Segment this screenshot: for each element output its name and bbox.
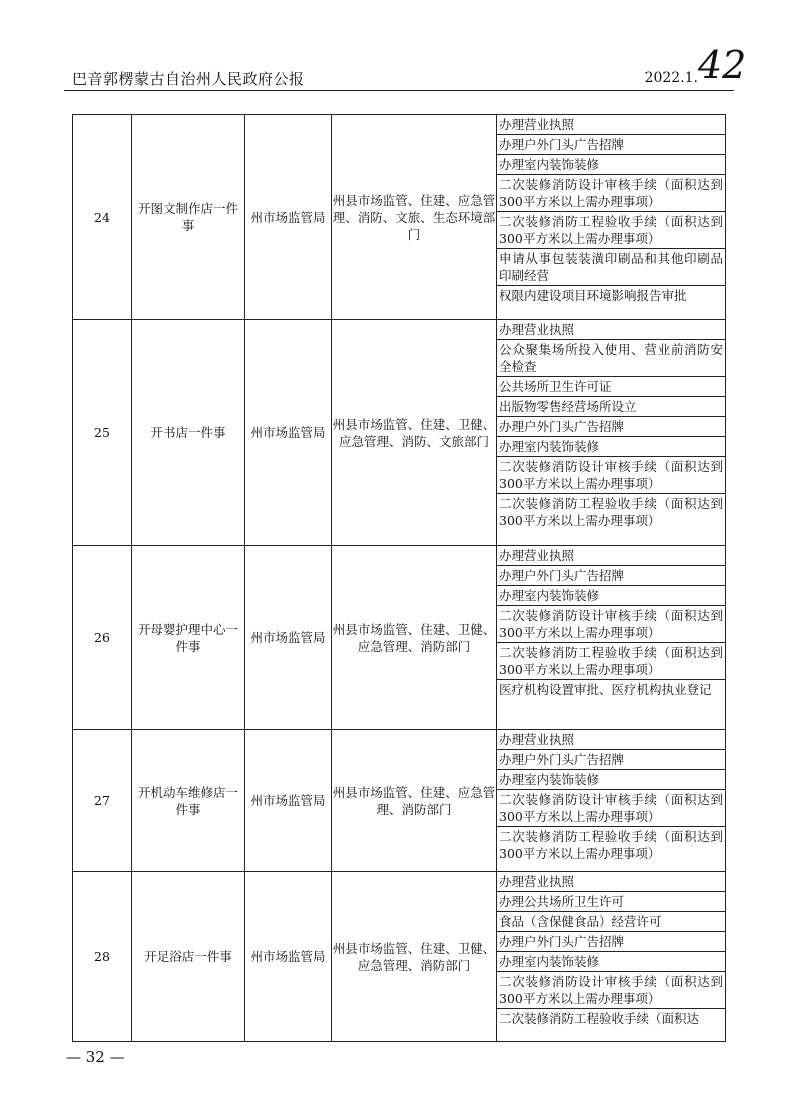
matter-name: 开图文制作店一件事 (132, 115, 245, 320)
service-item: 二次装修消防设计审核手续（面积达到300平方米以上需办理事项） (497, 457, 725, 494)
service-item: 二次装修消防设计审核手续（面积达到300平方米以上需办理事项） (497, 972, 725, 1009)
service-item: 食品（含保健食品）经营许可 (497, 912, 725, 932)
service-item: 公众聚集场所投入使用、营业前消防安全检查 (497, 340, 725, 377)
issue-number: 42 (698, 43, 747, 87)
service-item: 申请从事包装装潢印刷品和其他印刷品印刷经营 (497, 249, 725, 286)
cooperating-departments: 州县市场监管、住建、卫健、应急管理、消防、文旅部门 (332, 320, 497, 546)
service-item: 办理室内装饰装修 (497, 437, 725, 457)
journal-title: 巴音郭楞蒙古自治州人民政府公报 (72, 70, 305, 88)
service-item: 办理室内装饰装修 (497, 770, 725, 790)
service-item: 办理室内装饰装修 (497, 155, 725, 175)
row-number: 24 (73, 115, 132, 320)
service-item: 二次装修消防设计审核手续（面积达到300平方米以上需办理事项） (497, 175, 725, 212)
service-item: 办理室内装饰装修 (497, 586, 725, 606)
service-item: 二次装修消防工程验收手续（面积达到300平方米以上需办理事项） (497, 212, 725, 249)
matters-table (72, 114, 726, 1042)
service-items-cell (497, 115, 726, 320)
service-items-list (497, 872, 725, 1028)
service-item: 办理户外门头广告招牌 (497, 932, 725, 952)
service-item: 办理户外门头广告招牌 (497, 417, 725, 437)
service-items-list (497, 320, 725, 530)
lead-department: 州市场监管局 (245, 115, 332, 320)
service-item: 二次装修消防工程验收手续（面积达到300平方米以上需办理事项） (499, 829, 723, 861)
service-items-cell (497, 320, 726, 546)
page-number: — 32 — (66, 1048, 125, 1066)
service-items-cell (497, 546, 726, 730)
row-number: 25 (73, 320, 132, 546)
service-items-list (497, 546, 725, 699)
matter-name: 开书店一件事 (132, 320, 245, 546)
service-items-list (497, 730, 725, 863)
cooperating-departments: 州县市场监管、住建、卫健、应急管理、消防部门 (332, 546, 497, 730)
service-item: 二次装修消防工程验收手续（面积达 (499, 1011, 700, 1026)
cooperating-departments: 州县市场监管、住建、应急管理、消防部门 (332, 730, 497, 872)
lead-department: 州市场监管局 (245, 320, 332, 546)
table-row (73, 320, 726, 546)
lead-department: 州市场监管局 (245, 872, 332, 1042)
service-item: 办理室内装饰装修 (497, 952, 725, 972)
service-items-list (497, 115, 725, 305)
matter-name: 开母婴护理中心一件事 (132, 546, 245, 730)
row-number: 26 (73, 546, 132, 730)
service-item: 办理户外门头广告招牌 (497, 135, 725, 155)
service-item: 公共场所卫生许可证 (497, 377, 725, 397)
header-rule (64, 90, 734, 91)
lead-department: 州市场监管局 (245, 730, 332, 872)
service-item: 办理营业执照 (497, 115, 725, 135)
service-item: 办理营业执照 (497, 320, 725, 340)
row-number: 27 (73, 730, 132, 872)
table-row (73, 730, 726, 872)
service-item: 二次装修消防工程验收手续（面积达到300平方米以上需办理事项） (497, 643, 725, 680)
service-item: 二次装修消防设计审核手续（面积达到300平方米以上需办理事项） (497, 790, 725, 827)
table-row (73, 872, 726, 1042)
cooperating-departments: 州县市场监管、住建、卫健、应急管理、消防部门 (332, 872, 497, 1042)
service-item: 办理户外门头广告招牌 (497, 750, 725, 770)
service-item: 办理营业执照 (497, 546, 725, 566)
service-items-cell (497, 872, 726, 1042)
service-item: 办理户外门头广告招牌 (497, 566, 725, 586)
cooperating-departments: 州县市场监管、住建、应急管理、消防、文旅、生态环境部门 (332, 115, 497, 320)
service-item: 办理营业执照 (497, 730, 725, 750)
service-item: 办理营业执照 (497, 872, 725, 892)
service-item: 二次装修消防设计审核手续（面积达到300平方米以上需办理事项） (497, 606, 725, 643)
table-row (73, 546, 726, 730)
matter-name: 开机动车维修店一件事 (132, 730, 245, 872)
issue-date: 2022.1. (644, 70, 698, 86)
service-item: 权限内建设项目环境影响报告审批 (499, 288, 687, 303)
service-item: 二次装修消防工程验收手续（面积达到300平方米以上需办理事项） (499, 496, 723, 528)
table-row (73, 115, 726, 320)
service-item: 办理公共场所卫生许可 (497, 892, 725, 912)
service-item: 出版物零售经营场所设立 (497, 397, 725, 417)
service-items-cell (497, 730, 726, 872)
service-item: 医疗机构设置审批、医疗机构执业登记 (499, 682, 712, 697)
row-number: 28 (73, 872, 132, 1042)
lead-department: 州市场监管局 (245, 546, 332, 730)
matter-name: 开足浴店一件事 (132, 872, 245, 1042)
